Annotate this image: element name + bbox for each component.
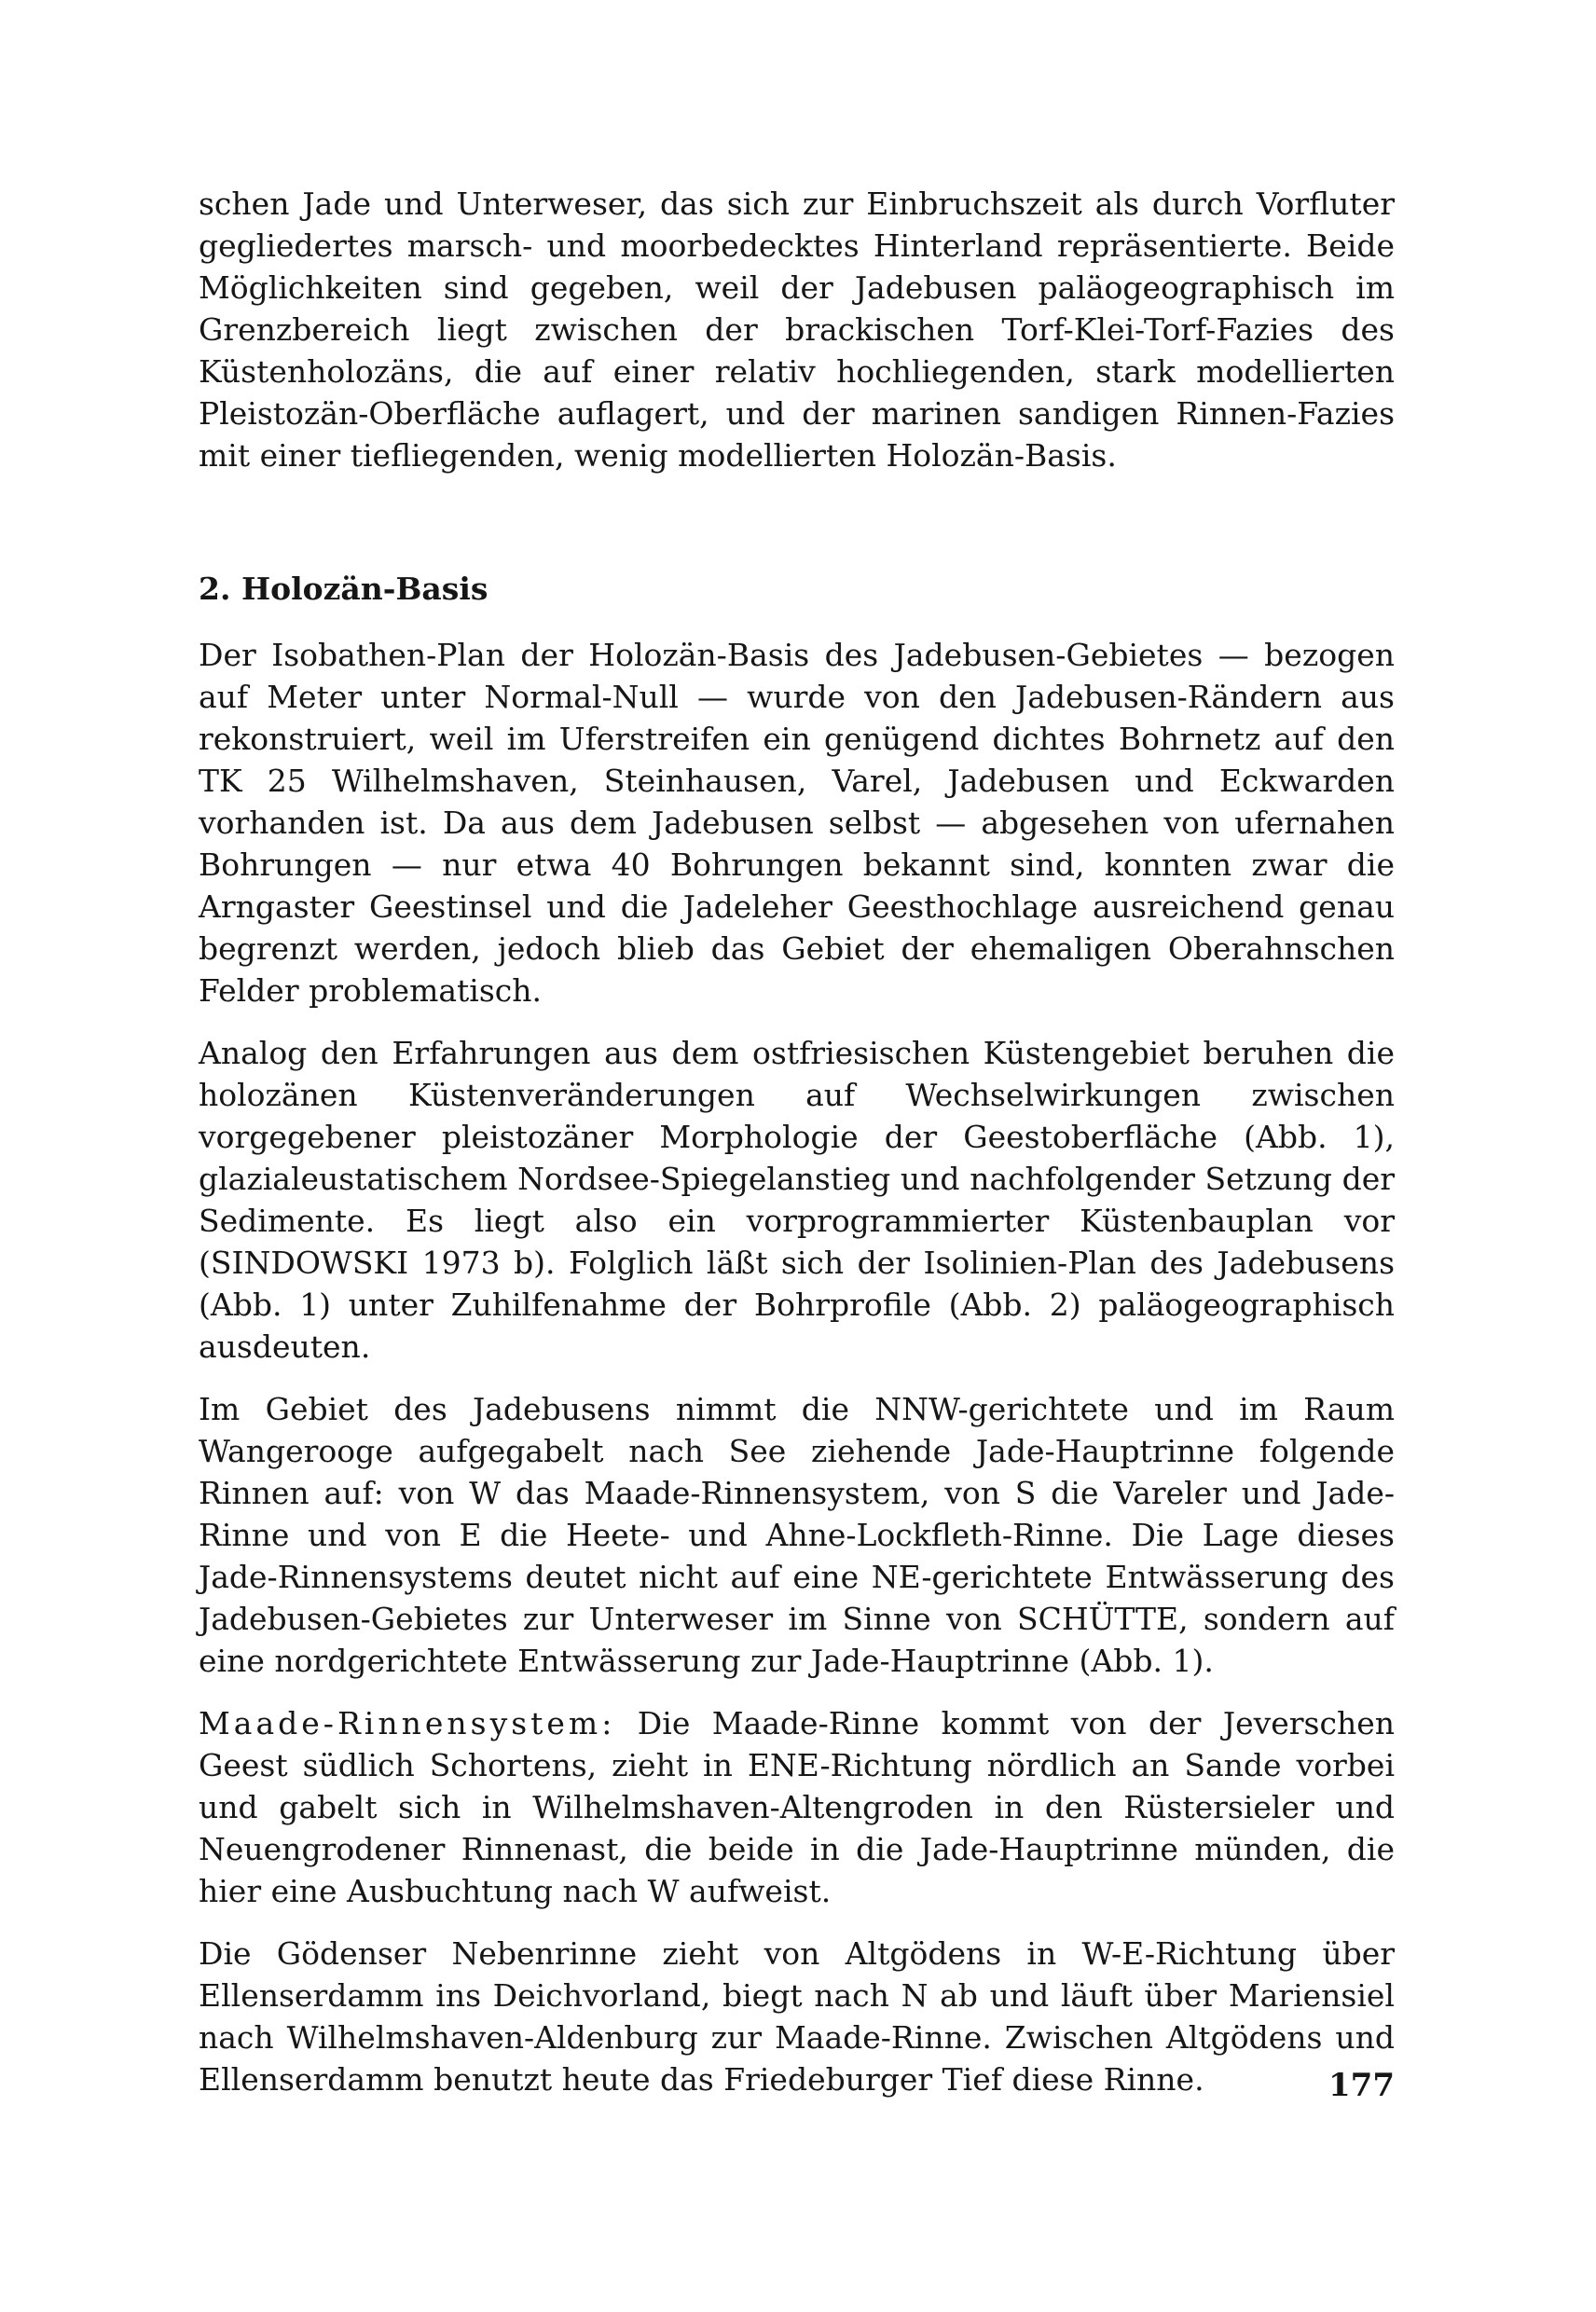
paragraph-goedenser-nebenrinne: Die Gödenser Nebenrinne zieht von Altgödens in W-E-Richtung über Ellenserdamm ins Deichvorland, biegt nach N ab und läuft über Mariensiel nach Wilhelmshaven-Aldenburg zur Maade-Rinne. Zwischen Altgödens und Ellenserdamm benutzt heute das Friedeburger Tief diese Rinne. — [199, 1935, 1395, 2098]
paragraph-continuation: schen Jade und Unterweser, das sich zur Einbruchszeit als durch Vorfluter gegliedertes marsch- und moorbedecktes Hinterland repräsentierte. Beide Möglichkeiten sind gegeben, weil der Jadebusen paläogeographisch im Grenzbereich liegt zwischen der brackischen Torf-Klei-Torf-Fazies des Küstenholozäns, die auf einer relativ hochliegenden, stark modellierten Pleistozän-Oberfläche auflagert, und der marinen sandigen Rinnen-Fazies mit einer tiefliegenden, wenig modellierten Holozän-Basis. — [199, 186, 1395, 474]
paragraph-maade-text: Die Maade-Rinne kommt von der Jeverschen Geest südlich Schortens, zieht in ENE-Richtung nördlich an Sande vorbei und gabelt sich in Wilhelmshaven-Altengroden in den Rüstersieler und Neuengrodener Rinnenast, die beide in die Jade-Hauptrinne münden, die hier eine Ausbuchtung nach W aufweist. — [199, 1705, 1395, 1909]
paragraph-isobathen: Der Isobathen-Plan der Holozän-Basis des Jadebusen-Gebietes — bezogen auf Meter unter Normal-Null — wurde von den Jadebusen-Rändern aus rekonstruiert, weil im Uferstreifen ein genügend dichtes Bohrnetz auf den TK 25 Wilhelmshaven, Steinhausen, Varel, Jadebusen und Eckwarden vorhanden ist. Da aus dem Jadebusen selbst — abgesehen von ufernahen Bohrungen — nur etwa 40 Bohrungen bekannt sind, konnten zwar die Arngaster Geestinsel und die Jadeleher Geesthochlage ausreichend genau begrenzt werden, jedoch blieb das Gebiet der ehemaligen Oberahnschen Felder problematisch. — [199, 637, 1395, 1009]
paragraph-jade-hauptrinne: Im Gebiet des Jadebusens nimmt die NNW-gerichtete und im Raum Wangerooge aufgegabelt nach See ziehende Jade-Hauptrinne folgende Rinnen auf: von W das Maade-Rinnensystem, von S die Vareler und Jade-Rinne und von E die Heete- und Ahne-Lockfleth-Rinne. Die Lage dieses Jade-Rinnensystems deutet nicht auf eine NE-gerichtete Entwässerung des Jadebusen-Gebietes zur Unterweser im Sinne von SCHÜTTE, sondern auf eine nordgerichtete Entwässerung zur Jade-Hauptrinne (Abb. 1). — [199, 1391, 1395, 1679]
paragraph-analog: Analog den Erfahrungen aus dem ostfriesischen Küstengebiet beruhen die holozänen Küstenveränderungen auf Wechselwirkungen zwischen vorgegebener pleistozäner Morphologie der Geestoberfläche (Abb. 1), glazialeustatischem Nordsee-Spiegelanstieg und nachfolgender Setzung der Sedimente. Es liegt also ein vorprogrammierter Küstenbauplan vor (SINDOWSKI 1973 b). Folglich läßt sich der Isolinien-Plan des Jadebusens (Abb. 1) unter Zuhilfenahme der Bohrprofile (Abb. 2) paläogeographisch ausdeuten. — [199, 1035, 1395, 1365]
spaced-lead-term: Maade-Rinnensystem: — [199, 1705, 616, 1741]
paragraph-maade-rinnensystem — [199, 1702, 1395, 1912]
page-body — [199, 183, 1395, 2100]
section-heading: 2. Holozän-Basis — [199, 571, 488, 607]
page-number: 177 — [1328, 2067, 1395, 2104]
